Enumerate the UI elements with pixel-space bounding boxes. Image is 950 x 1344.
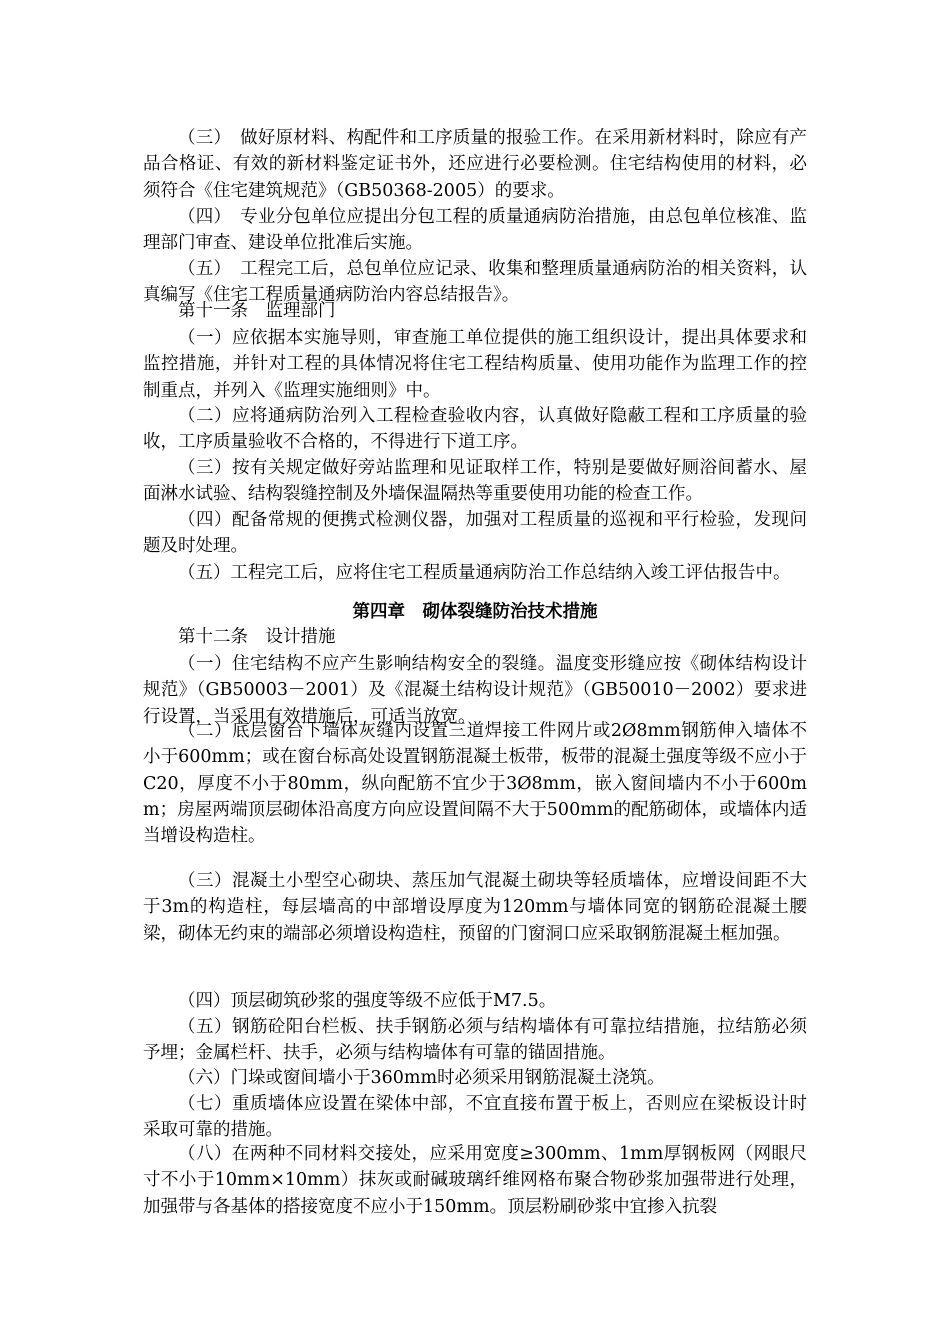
supervision-item-3: （三）按有关规定做好旁站监理和见证取样工作，特别是要做好厕浴间蓄水、屋面淋水试验、结构裂缝控制及外墙保温隔热等重要使用功能的检查工作。 <box>143 458 807 505</box>
design-item-6: （六）门垛或窗间墙小于360mm时必须采用钢筋混凝土浇筑。 <box>178 1068 665 1088</box>
article-11-heading: 第十一条 监理部门 <box>178 301 336 321</box>
design-item-2: （二）底层窗台下墙体灰缝内设置三道焊接工件网片或2Ø8mm钢筋伸入墙体不小于600mm；或在窗台标高处设置钢筋混凝土板带，板带的混凝土强度等级不应小于C20，厚度不小于80mm，纵向配筋不宜少于3Ø8mm，嵌入窗间墙内不小于600mm；房屋两端顶层砌体沿高度方向应设置间隔不大于500mm的配筋砌体，或墙体内适当增设构造柱。 <box>143 721 807 847</box>
paragraph-item-5: （五） 工程完工后，总包单位应记录、收集和整理质量通病防治的相关资料，认真编写《住宅工程质量通病防治内容总结报告》。 <box>143 259 807 306</box>
paragraph-item-3: （三） 做好原材料、构配件和工序质量的报验工作。在采用新材料时，除应有产品合格证、有效的新材料鉴定证书外，还应进行必要检测。住宅结构使用的材料，必须符合《住宅建筑规范》（GB50368-2005）的要求。 <box>143 128 807 201</box>
design-item-1: （一）住宅结构不应产生影响结构安全的裂缝。温度变形缝应按《砌体结构设计规范》（GB50003－2001）及《混凝土结构设计规范》（GB50010－2002）要求进行设置，当采用有效措施后，可适当放宽。 <box>143 654 807 727</box>
chapter-4-title: 第四章 砌体裂缝防治技术措施 <box>352 602 598 622</box>
supervision-item-4: （四）配备常规的便携式检测仪器，加强对工程质量的巡视和平行检验，发现问题及时处理。 <box>143 510 807 557</box>
design-item-7: （七）重质墙体应设置在梁体中部，不宜直接布置于板上，否则应在梁板设计时采取可靠的措施。 <box>143 1094 807 1141</box>
design-item-3: （三）混凝土小型空心砌块、蒸压加气混凝土砌块等轻质墙体，应增设间距不大于3m的构造柱，每层墙高的中部增设厚度为120mm与墙体同宽的钢筋砼混凝土腰梁，砌体无约束的端部必须增设构造柱，预留的门窗洞口应采取钢筋混凝土框加强。 <box>143 871 807 944</box>
design-item-5: （五）钢筋砼阳台栏板、扶手钢筋必须与结构墙体有可靠拉结措施，拉结筋必须予埋；金属栏杆、扶手，必须与结构墙体有可靠的锚固措施。 <box>143 1017 807 1064</box>
supervision-item-1: （一）应依据本实施导则，审查施工单位提供的施工组织设计，提出具体要求和监控措施，并针对工程的具体情况将住宅工程结构质量、使用功能作为监理工作的控制重点，并列入《监理实施细则》中。 <box>143 328 807 401</box>
article-12-heading: 第十二条 设计措施 <box>178 627 336 647</box>
supervision-item-5: （五）工程完工后，应将住宅工程质量通病防治工作总结纳入竣工评估报告中。 <box>178 563 791 583</box>
design-item-8: （八）在两种不同材料交接处，应采用宽度≥300mm、1mm厚钢板网（网眼尺寸不小于10mm×10mm）抹灰或耐碱玻璃纤维网格布聚合物砂浆加强带进行处理，加强带与各基体的搭接宽度不应小于150mm。顶层粉刷砂浆中宜掺入抗裂 <box>143 1144 807 1217</box>
paragraph-item-4: （四） 专业分包单位应提出分包工程的质量通病防治措施，由总包单位核准、监理部门审查、建设单位批准后实施。 <box>143 207 807 254</box>
design-item-4: （四）顶层砌筑砂浆的强度等级不应低于M7.5。 <box>178 991 557 1011</box>
supervision-item-2: （二）应将通病防治列入工程检查验收内容，认真做好隐蔽工程和工序质量的验收，工序质量验收不合格的，不得进行下道工序。 <box>143 406 807 453</box>
